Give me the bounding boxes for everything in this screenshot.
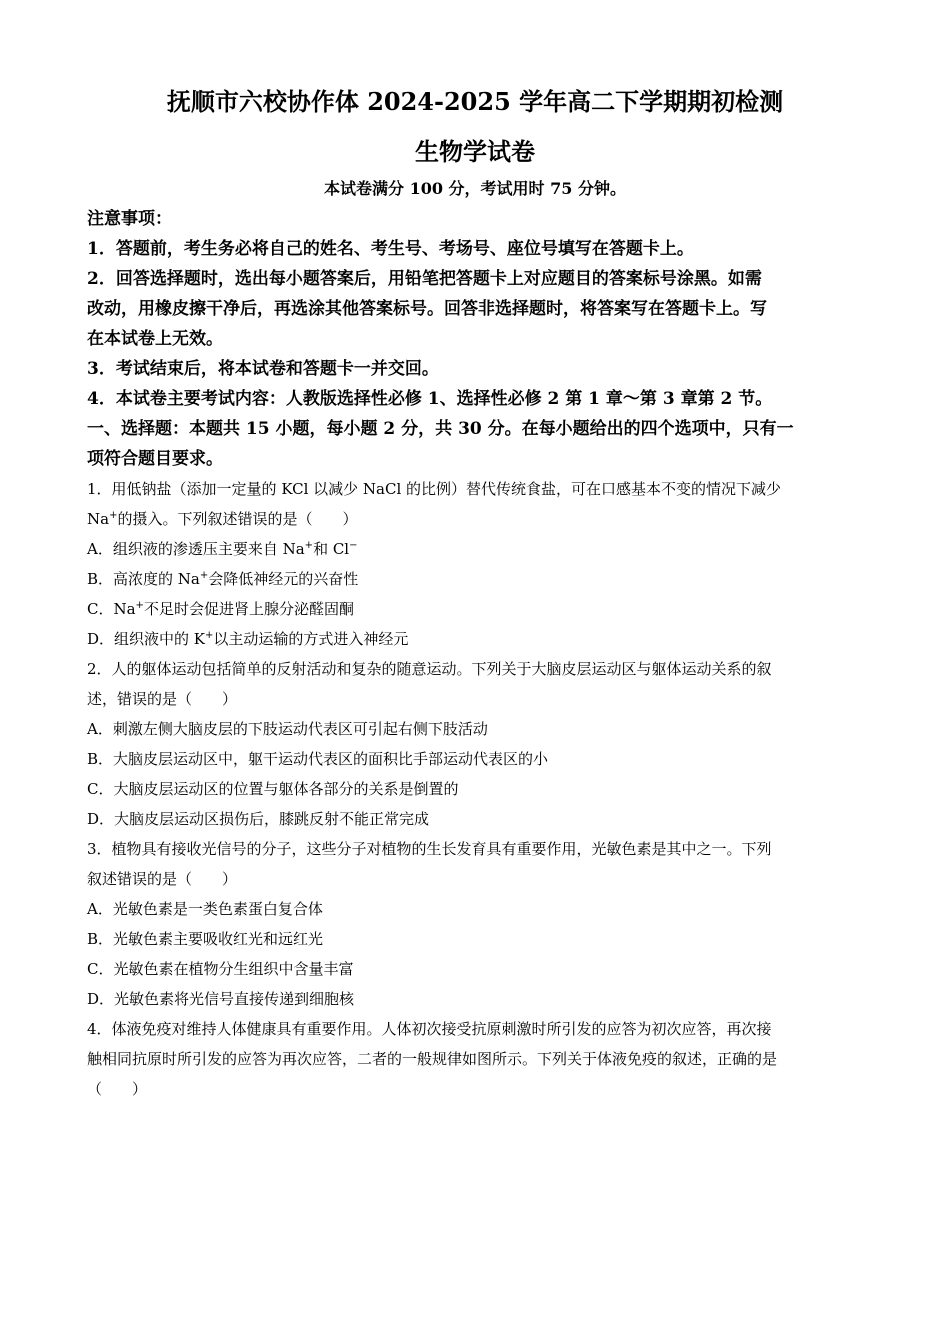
note-line: 1．答题前，考生务必将自己的姓名、考生号、考场号、座位号填写在答题卡上。 xyxy=(87,239,694,259)
q1-option-d: D．组织液中的 K+以主动运输的方式进入神经元 xyxy=(87,630,409,648)
q1-stem-cont: Na+的摄入。下列叙述错误的是（ ） xyxy=(87,510,358,528)
q3-stem-cont: 叙述错误的是（ ） xyxy=(87,870,238,888)
notes-heading: 注意事项： xyxy=(87,209,172,229)
q3-stem: 3．植物具有接收光信号的分子，这些分子对植物的生长发育具有重要作用，光敏色素是其中之一。下列 xyxy=(87,840,772,858)
q4-stem: 4．体液免疫对维持人体健康具有重要作用。人体初次接受抗原刺激时所引发的应答为初次应答，再次接 xyxy=(87,1020,772,1038)
q1-option-b: B．高浓度的 Na+会降低神经元的兴奋性 xyxy=(87,570,359,588)
q4-stem-cont: 触相同抗原时所引发的应答为再次应答，二者的一般规律如图所示。下列关于体液免疫的叙述，正确的是 xyxy=(87,1050,778,1068)
section-heading: 一、选择题：本题共 15 小题，每小题 2 分，共 30 分。在每小题给出的四个选项中，只有一 xyxy=(87,419,794,439)
subject-title: 生物学试卷 xyxy=(415,137,535,166)
exam-body xyxy=(87,204,862,1104)
q3-option-c: C．光敏色素在植物分生组织中含量丰富 xyxy=(87,960,354,978)
q2-option-b: B．大脑皮层运动区中，躯干运动代表区的面积比手部运动代表区的小 xyxy=(87,750,549,768)
q3-option-d: D．光敏色素将光信号直接传递到细胞核 xyxy=(87,990,355,1008)
q4-stem-paren: （ ） xyxy=(87,1080,148,1098)
q2-stem: 2．人的躯体运动包括简单的反射活动和复杂的随意运动。下列关于大脑皮层运动区与躯体运动关系的叙 xyxy=(87,660,772,678)
note-line: 改动，用橡皮擦干净后，再选涂其他答案标号。回答非选择题时，将答案写在答题卡上。写 xyxy=(87,299,767,319)
q2-stem-cont: 述，错误的是（ ） xyxy=(87,690,238,708)
q2-option-a: A．刺激左侧大脑皮层的下肢运动代表区可引起右侧下肢活动 xyxy=(87,720,488,738)
exam-info: 本试卷满分 100 分，考试用时 75 分钟。 xyxy=(324,179,626,198)
q1-option-a: A．组织液的渗透压主要来自 Na+和 Cl− xyxy=(87,540,358,558)
q2-option-c: C．大脑皮层运动区的位置与躯体各部分的关系是倒置的 xyxy=(87,780,459,798)
section-heading-cont: 项符合题目要求。 xyxy=(87,449,223,469)
q3-option-b: B．光敏色素主要吸收红光和远红光 xyxy=(87,930,324,948)
note-line: 在本试卷上无效。 xyxy=(87,329,223,349)
q3-option-a: A．光敏色素是一类色素蛋白复合体 xyxy=(87,900,323,918)
q2-option-d: D．大脑皮层运动区损伤后，膝跳反射不能正常完成 xyxy=(87,810,430,828)
exam-title: 抚顺市六校协作体 2024-2025 学年高二下学期期初检测 xyxy=(166,87,784,116)
q1-stem: 1．用低钠盐（添加一定量的 KCl 以减少 NaCl 的比例）替代传统食盐，可在口感基本不变的情况下减少 xyxy=(87,480,782,498)
note-line: 2．回答选择题时，选出每小题答案后，用铅笔把答题卡上对应题目的答案标号涂黑。如需 xyxy=(87,269,762,289)
q1-option-c: C．Na+不足时会促进肾上腺分泌醛固酮 xyxy=(87,600,354,618)
note-line: 4．本试卷主要考试内容：人教版选择性必修 1、选择性必修 2 第 1 章～第 3 章第 2 节。 xyxy=(87,389,773,409)
note-line: 3．考试结束后，将本试卷和答题卡一并交回。 xyxy=(87,359,439,379)
